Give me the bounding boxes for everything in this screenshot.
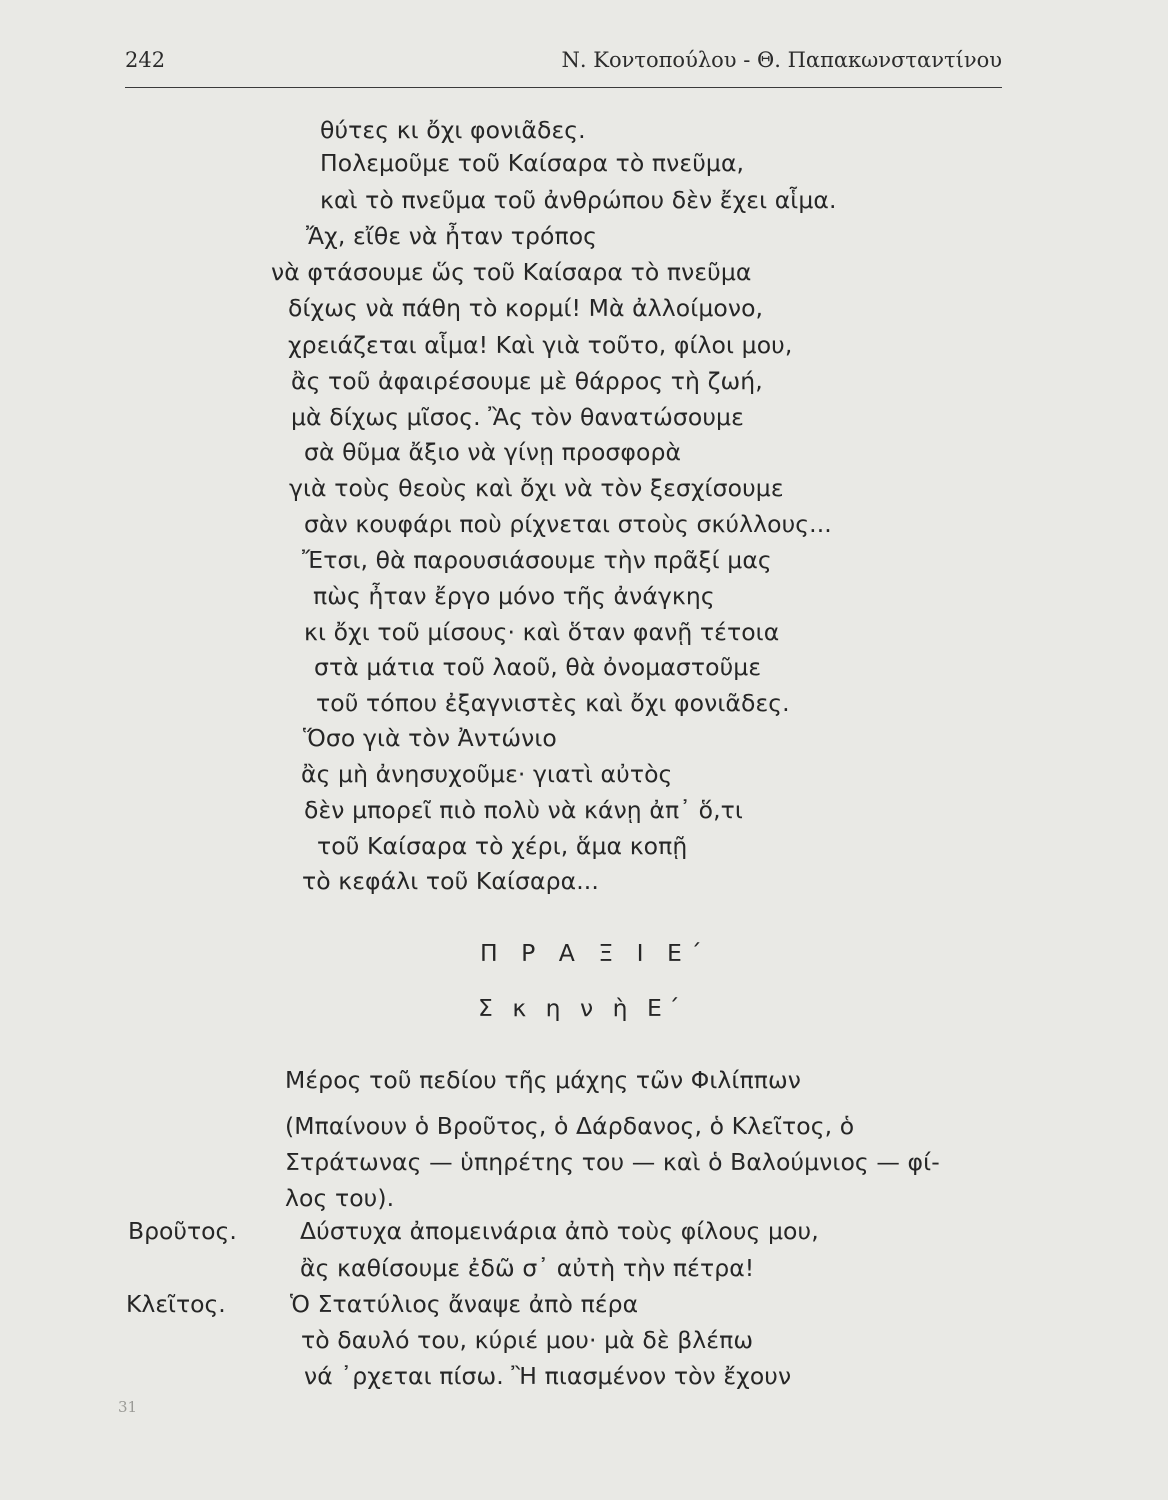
verse-line: σὰ θῦμα ἄξιο νὰ γίνῃ προσφορὰ	[304, 438, 682, 466]
verse-line: κι ὄχι τοῦ μίσους· καὶ ὅταν φανῇ τέτοια	[304, 618, 780, 646]
verse-line: Ὅσο γιὰ τὸν Ἀντώνιο	[303, 724, 557, 752]
dialogue-line: νά ᾿ρχεται πίσω. Ἢ πιασμένον τὸν ἔχουν	[304, 1362, 792, 1390]
stage-direction-line: (Μπαίνουν ὁ Βροῦτος, ὁ Δάρδανος, ὁ Κλεῖτος, ὁ	[285, 1112, 855, 1140]
verse-line: ἂς τοῦ ἀφαιρέσουμε μὲ θάρρος τὴ ζωή,	[291, 367, 763, 395]
verse-line: τοῦ Καίσαρα τὸ χέρι, ἅμα κοπῇ	[317, 832, 688, 860]
speaker-name: Κλεῖτος.	[126, 1290, 226, 1318]
verse-line: ἂς μὴ ἀνησυχοῦμε· γιατὶ αὐτὸς	[301, 760, 673, 788]
stage-direction-line: Στράτωνας — ὑπηρέτης του — καὶ ὁ Βαλούμνιος — φί-	[285, 1148, 940, 1176]
running-title: Ν. Κοντοπούλου - Θ. Παπακωνσταντίνου	[561, 48, 1002, 72]
dialogue-line: Ὁ Στατύλιος ἄναψε ἀπὸ πέρα	[290, 1290, 639, 1318]
verse-line: στὰ μάτια τοῦ λαοῦ, θὰ ὀνομαστοῦμε	[314, 653, 762, 681]
act-heading: Π Ρ Α Ξ Ι Ε΄	[480, 939, 710, 967]
dialogue-line: τὸ δαυλό του, κύριέ μου· μὰ δὲ βλέπω	[301, 1326, 754, 1354]
stage-direction-line: Μέρος τοῦ πεδίου τῆς μάχης τῶν Φιλίππων	[285, 1066, 801, 1094]
verse-line: θύτες κι ὄχι φονιᾶδες.	[320, 116, 586, 144]
verse-line: καὶ τὸ πνεῦμα τοῦ ἀνθρώπου δὲν ἔχει αἷμα.	[320, 186, 837, 214]
header-rule	[125, 87, 1002, 88]
scene-heading: Σ κ η ν ὴ Ε΄	[478, 994, 686, 1022]
verse-line: δίχως νὰ πάθη τὸ κορμί! Μὰ ἀλλοίμονο,	[288, 294, 764, 322]
verse-line: σὰν κουφάρι ποὺ ρίχνεται στοὺς σκύλλους...	[304, 510, 832, 538]
verse-line: τοῦ τόπου ἐξαγνιστὲς καὶ ὄχι φονιᾶδες.	[316, 689, 790, 717]
verse-line: δὲν μπορεῖ πιὸ πολὺ νὰ κάνῃ ἀπ᾿ ὅ,τι	[304, 796, 743, 824]
verse-line: τὸ κεφάλι τοῦ Καίσαρα...	[302, 867, 599, 895]
verse-line: πὼς ἦταν ἔργο μόνο τῆς ἀνάγκης	[313, 582, 715, 610]
verse-line: Ἄχ, εἴθε νὰ ἦταν τρόπος	[306, 222, 598, 250]
dialogue-line: ἂς καθίσουμε ἐδῶ σ᾿ αὐτὴ τὴν πέτρα!	[300, 1254, 755, 1282]
verse-line: Πολεμοῦμε τοῦ Καίσαρα τὸ πνεῦμα,	[320, 149, 745, 177]
verse-line: Ἔτσι, θὰ παρουσιάσουμε τὴν πρᾶξί μας	[302, 546, 772, 574]
folio-signature: 31	[118, 1398, 138, 1416]
verse-line: μὰ δίχως μῖσος. Ἂς τὸν θανατώσουμε	[291, 403, 744, 431]
speaker-name: Βροῦτος.	[128, 1217, 237, 1245]
verse-line: γιὰ τοὺς θεοὺς καὶ ὄχι νὰ τὸν ξεσχίσουμε	[289, 474, 784, 502]
page-number: 242	[125, 48, 166, 72]
dialogue-line: Δύστυχα ἀπομεινάρια ἀπὸ τοὺς φίλους μου,	[300, 1217, 819, 1245]
running-header	[125, 48, 1002, 88]
verse-line: χρειάζεται αἷμα! Καὶ γιὰ τοῦτο, φίλοι μου,	[288, 331, 793, 359]
verse-line: νὰ φτάσουμε ὥς τοῦ Καίσαρα τὸ πνεῦμα	[271, 258, 752, 286]
stage-direction-line: λος του).	[285, 1184, 395, 1212]
